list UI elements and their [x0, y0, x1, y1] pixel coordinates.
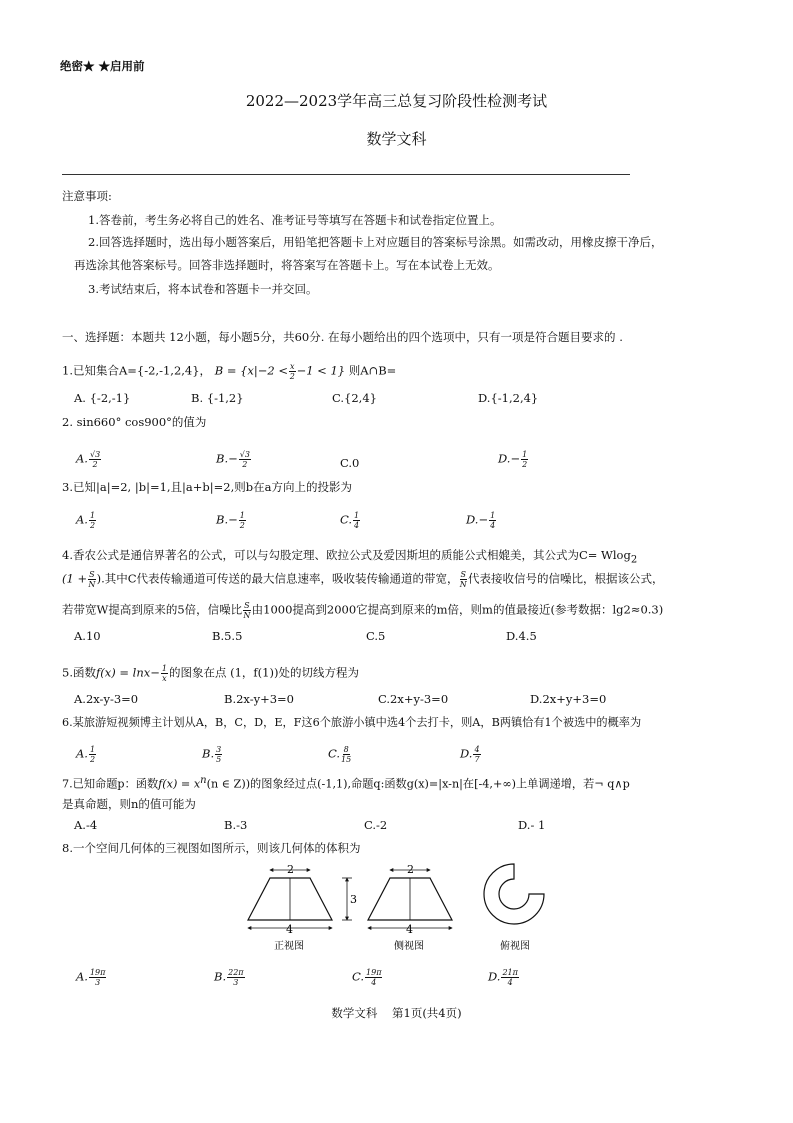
side-view-label: 侧视图: [394, 941, 424, 952]
q8-option-c[interactable]: C. $\frac{19\pi}{4}$: [352, 968, 382, 987]
front-view-label: 正视图: [274, 941, 304, 952]
page-footer: 数学文科 第1页(共4页): [331, 1006, 462, 1020]
q7-option-b[interactable]: B.-3: [224, 818, 248, 832]
question-3-stem: 3.已知|a|=2, |b|=1,且|a+b|=2,则b在a方向上的投影为: [62, 480, 352, 494]
notice-heading: 注意事项:: [62, 189, 112, 203]
notice-item: 3.考试结束后，将本试卷和答题卡一并交回。: [88, 282, 318, 296]
q3-option-c[interactable]: C. $\frac{1}{4}$: [340, 511, 360, 530]
exam-subject: 数学文科: [366, 130, 427, 148]
question-8-stem: 8.一个空间几何体的三视图如图所示，则该几何体的体积为: [62, 841, 361, 855]
exam-title: 2022—2023学年高三总复习阶段性检测考试: [245, 92, 548, 110]
question-5-stem: 5.函数f(x) = lnx− $\frac{1}{x}$ 的图象在点 (1，f(1))处的切线方程为: [62, 664, 359, 683]
q7-option-a[interactable]: A.-4: [74, 818, 98, 832]
front-top-dim: 2: [287, 863, 294, 876]
side-view: [368, 870, 452, 928]
q2-option-b[interactable]: B.− $\frac{√3}{2}$: [216, 450, 250, 469]
q3-option-d[interactable]: D.− $\frac{1}{4}$: [466, 511, 496, 530]
question-6-stem: 6.某旅游短视频博主计划从A，B，C，D，E，F这6个旅游小镇中选4个去打卡，则A，B两镇恰有1个被选中的概率为: [62, 716, 642, 729]
question-7-line1: 7.已知命题p：函数$f(x) = x^n(n$ ∈ Z))的图象经过点(-1,1),命题q:函数g(x)=|x-n|在[-4,+∞)上单调递增，若¬ q∧p: [62, 775, 630, 791]
q5-option-d[interactable]: D.2x+y+3=0: [530, 692, 607, 706]
q6-option-d[interactable]: D. $\frac{4}{7}$: [460, 745, 480, 764]
notice-item: 1.答卷前，考生务必将自己的姓名、准考证号等填写在答题卡和试卷指定位置上。: [88, 213, 502, 227]
q8-option-b[interactable]: B. $\frac{22\pi}{3}$: [214, 968, 244, 987]
q4-option-c[interactable]: C.5: [366, 629, 386, 643]
confidential-mark: 绝密★ ★启用前: [60, 59, 145, 73]
q2-option-d[interactable]: D.− $\frac{1}{2}$: [498, 450, 528, 469]
notice-item: 再选涂其他答案标号。回答非选择题时，将答案写在答题卡上。写在本试卷上无效。: [74, 258, 500, 272]
q4-option-b[interactable]: B.5.5: [212, 629, 243, 643]
section-heading: 一、选择题：本题共 12小题，每小题5分，共60分. 在每小题给出的四个选项中，只有一项是符合题目要求的 .: [62, 330, 623, 344]
q2-option-a[interactable]: A. $\frac{√3}{2}$: [76, 450, 101, 469]
q3-option-b[interactable]: B.− $\frac{1}{2}$: [216, 511, 245, 530]
front-bottom-dim: 4: [286, 923, 293, 936]
title-divider: [62, 174, 630, 175]
q7-option-d[interactable]: D.- 1: [518, 818, 546, 832]
q4-option-d[interactable]: D.4.5: [506, 629, 537, 643]
question-4-line3: 若带宽W提高到原来的5倍，信噪比 $\frac{S}{N}$ 由1000提高到2000它提高到原来的m倍，则m的值最接近(参考数据：lg2≈0.3): [62, 601, 664, 620]
top-view: [484, 864, 544, 924]
q4-option-a[interactable]: A.10: [74, 629, 101, 643]
question-4-line2: (1 + $\frac{S}{N}$ ).其中C代表传输通道可传送的最大信息速率，吸收装传输通道的带宽， $\frac{S}{N}$ 代表接收信号的信噪比，根据该公式，: [62, 570, 664, 589]
q6-option-b[interactable]: B. $\frac{3}{5}$: [202, 745, 222, 764]
question-4-line1: 4.香农公式是通信界著名的公式，可以与勾股定理、欧拉公式及爱因斯坦的质能公式相媲美，其公式为C= Wlog$_2$: [62, 548, 638, 566]
q5-option-b[interactable]: B.2x-y+3=0: [224, 692, 294, 706]
side-top-dim: 2: [407, 863, 414, 876]
three-views-figure: [244, 858, 554, 954]
height-dim: 3: [350, 893, 357, 906]
q1-option-c[interactable]: C.{2,4}: [332, 391, 377, 405]
question-1-stem: 1.已知集合A={-2,-1,2,4}， B = {x|−2 < $\frac{x}{2}$ −1 < 1} 则A∩B=: [62, 362, 397, 381]
q5-option-c[interactable]: C.2x+y-3=0: [378, 692, 449, 706]
q1-option-a[interactable]: A. {-2,-1}: [74, 391, 131, 405]
q2-option-c[interactable]: C.0: [340, 456, 360, 470]
q6-option-a[interactable]: A. $\frac{1}{2}$: [76, 745, 96, 764]
q3-option-a[interactable]: A. $\frac{1}{2}$: [76, 511, 96, 530]
top-view-label: 俯视图: [500, 941, 530, 952]
question-7-line2: 是真命题，则n的值可能为: [62, 797, 196, 811]
q5-option-a[interactable]: A.2x-y-3=0: [74, 692, 139, 706]
question-2-stem: 2. sin660° cos900°的值为: [62, 415, 207, 429]
front-view: [248, 870, 332, 928]
notice-item: 2.回答选择题时，选出每小题答案后，用铅笔把答题卡上对应题目的答案标号涂黑。如需改动，用橡皮擦干净后，: [88, 235, 663, 249]
q8-option-d[interactable]: D. $\frac{21\pi}{4}$: [488, 968, 518, 987]
side-bottom-dim: 4: [406, 923, 413, 936]
q1-option-b[interactable]: B. {-1,2}: [191, 391, 244, 405]
q7-option-c[interactable]: C.-2: [364, 818, 388, 832]
q8-option-a[interactable]: A. $\frac{19\pi}{3}$: [76, 968, 106, 987]
q6-option-c[interactable]: C. $\frac{8}{15}$: [328, 745, 352, 764]
q1-option-d[interactable]: D.{-1,2,4}: [478, 391, 539, 405]
